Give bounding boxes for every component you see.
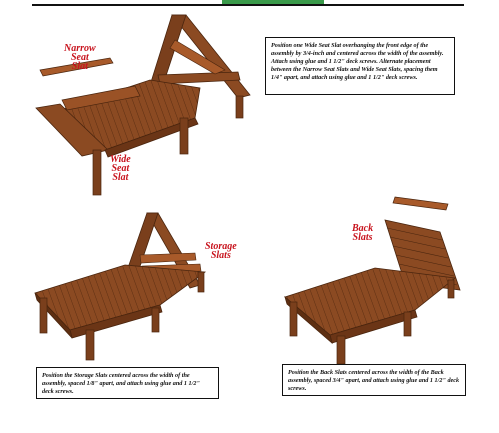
instruction-step-storage-slats: Position the Storage Slats centered across the width of the assembly, spaced 1/8" apart, and attach using glue and 1 1/2" deck screws. <box>36 367 219 399</box>
storage-slats-label: Storage Slats <box>205 241 237 261</box>
figure-storage-slats <box>35 213 205 360</box>
back-slats-label: Back Slats <box>352 223 374 243</box>
instruction-step-seat-slats: Position one Wide Seat Slat overhanging the front edge of the assembly by 3/4-inch and centered across the width of the assembly. Attach using glue and 1 1/2" deck screws. Alternate placement between the Narrow Seat Slats and Wide Seat Slats, spacing them 1/4" apart, and attach using glue and 1 1/2" deck screws. <box>265 37 455 95</box>
instruction-step-back-slats: Position the Back Slats centered across the width of the Back assembly, spaced 3/4" apart, and attach using glue and 1 1/2" deck screws. <box>282 364 466 396</box>
narrow-seat-slat-label: Narrow Seat Slat <box>64 43 96 72</box>
wide-seat-slat-label: Wide Seat Slat <box>110 154 131 183</box>
figure-seat-slats <box>36 15 250 195</box>
